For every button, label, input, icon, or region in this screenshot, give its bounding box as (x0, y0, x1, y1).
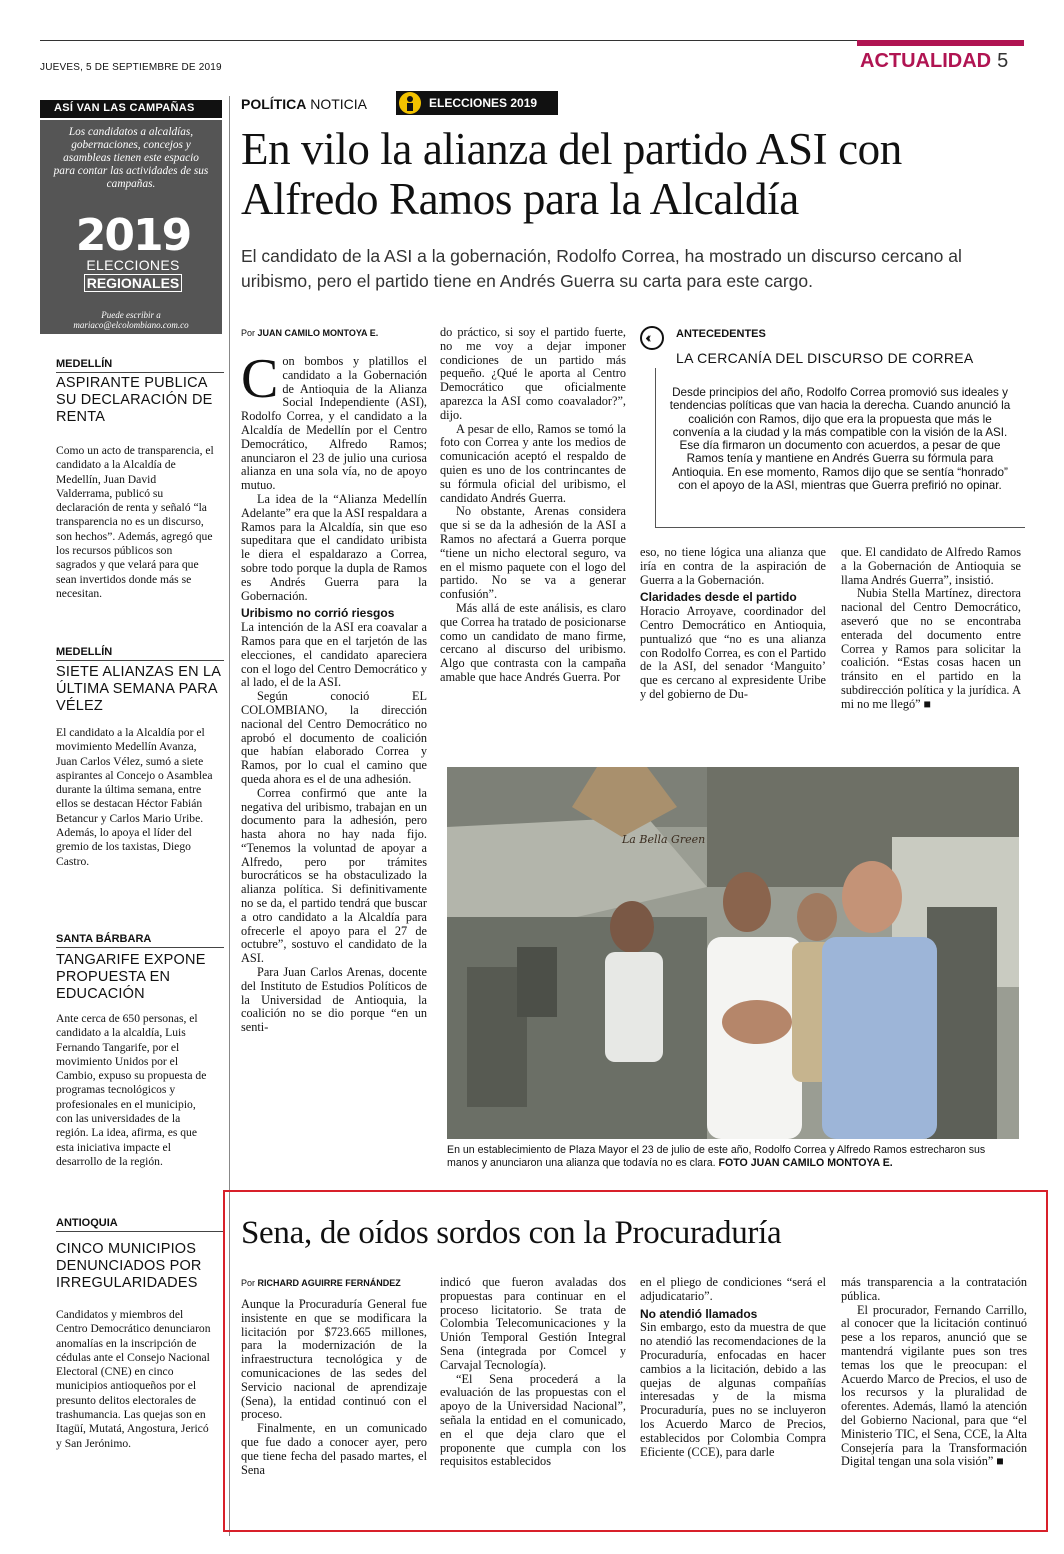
article2-headline: Sena, de oídos sordos con la Procuraduría (241, 1215, 782, 1251)
article2-column-1: Aunque la Procuraduría General fue insistente en que se modificara la licitación por $723.665 millones, para la modernización de la infraestructura tecnológica y de comunicaciones de las sedes del Servicio nacional de aprendizaje (Sena), la entidad continuó con el proceso. Finalmente, en un comunicado que fue dado a conocer ayer, pero que tiene fecha del pasado martes, el Sena (241, 1298, 427, 1477)
article-column-2: do práctico, si soy el partido fuerte, no me voy a dejar imponer condiciones de un partido más pequeño. ¿Qué le aporta al Centro Democrático que oficialmente aparezca la ASI como coavalador?”, dijo. A pesar de ello, Ramos se tomó la foto con Correa y ante los medios de comunicación aceptó el respaldo de quien es uno de los contrincantes de su fórmula oficial del uribismo, el candidato Andrés Guerra. No obstante, Arenas considera que si se da la adhesión de la ASI a Ramos no afectará a Guerra porque “tiene un nicho electoral seguro, va en el mismo paquete con el logo del partido. No se va a generar confusión”. Más allá de este análisis, es claro que Correa ha tratado de posicionarse como un candidato de mano firme, cercano al discurso del uribismo. Algo que contrasta con la campaña amable que hace Andrés Guerra. Por (440, 326, 626, 684)
logo-line1: ELECCIONES (86, 257, 180, 273)
dropcap: C (241, 355, 279, 410)
article-photo (447, 767, 1019, 1139)
section-title (860, 50, 1008, 73)
person-icon (399, 92, 421, 114)
byline-author: RICHARD AGUIRRE FERNÁNDEZ (257, 1278, 401, 1288)
photo-caption: En un establecimiento de Plaza Mayor el 23 de julio de este año, Rodolfo Correa y Alfredo Ramos estrecharon sus manos y anunciaron una alianza que todavía no es clara. FOTO JUAN CAMILO MONTOYA E. (447, 1144, 986, 1169)
subheading: No atendió llamados (640, 1306, 758, 1321)
sidebar-item-title: SIETE ALIANZAS EN LA ÚLTIMA SEMANA PARA VÉLEZ (56, 664, 221, 714)
kicker-section: POLÍTICA (241, 96, 307, 112)
page-number: 5 (997, 50, 1009, 72)
article-column-4: que. El candidato de Alfredo Ramos a la Gobernación de Antioquia se llama Andrés Guerra”, insistió. Nubia Stella Martínez, directora nacional del Centro Democrático, aseveró que no se encontraba enterada del documento entre Correa y Ramos para solicitar la coalición. “Estas cosas hacen un tránsito en el partido en la subdirección política y la jurídica. A mi no me llegó” ■ (841, 546, 1021, 711)
antecedentes-title: LA CERCANÍA DEL DISCURSO DE CORREA (676, 350, 974, 366)
sidebar-item-location: MEDELLÍN (56, 646, 113, 658)
sidebar-item-location: SANTA BÁRBARA (56, 933, 152, 945)
sidebar-intro: Los candidatos a alcaldías, gobernaciones, concejos y asambleas tienen este espacio para contar las actividades de sus campañas. (53, 126, 209, 190)
logo-year: 2019 (75, 210, 191, 261)
sidebar-item-title: ASPIRANTE PUBLICA SU DECLARACIÓN DE RENTA (56, 375, 213, 425)
article-byline: Por JUAN CAMILO MONTOYA E. (241, 328, 379, 338)
article-column-3: eso, no tiene lógica una alianza que iría en contra de la aspiración de Guerra a la Gobernación. Claridades desde el partido Horacio Arroyave, coordinador del Centro Democrático en Antioquia, puntualizó que “no es una alianza con Rodolfo Correa, es con el Partido de la ASI, del senador ‘Manguito’ que es cercano al expresidente Uribe y del gobierno de Du- (640, 546, 826, 701)
sidebar-item-rule (56, 372, 224, 373)
sidebar-heading: ASÍ VAN LAS CAMPAÑAS (40, 100, 222, 118)
sidebar-item-rule (56, 660, 224, 661)
tag-label: ELECCIONES 2019 (429, 96, 538, 110)
article2-column-4: más transparencia a la contratación pública. El procurador, Fernando Carrillo, al conocer que la licitación continuó pese a los reparos, anunció que se mantendrá vigilante pues son tres temas los que le preocupan: el Acuerdo Marco de Precios, el uso de los recursos y la pluralidad de oferentes. Además, llamó la atención del Gobierno Nacional, para que “el Ministerio TIC, el Sena, CCE, la Alta Consejería para la Transformación Digital tengan una sola visión” ■ (841, 1276, 1027, 1469)
sidebar-item-text: Candidatos y miembros del Centro Democrático denunciaron anomalías en la inscripción de cédulas ante el Consejo Nacional Electoral (CNE) en cinco municipios antioqueños por el presunto delitos electorales de trashumancia. Las quejas son en Itagüí, Mutatá, Angostura, Jericó y San Jerónimo. (56, 1308, 211, 1450)
logo-line2: REGIONALES (84, 274, 182, 292)
sidebar-item-location: MEDELLÍN (56, 358, 113, 370)
sidebar-item-title: CINCO MUNICIPIOS DENUNCIADOS POR IRREGULARIDADES (56, 1241, 202, 1291)
antecedentes-text: Desde principios del año, Rodolfo Correa promovió sus ideales y tendencias políticas que van hacia la derecha. Cuando anunció la coalición con Ramos, dijo que era la propuesta que más le convenía a la ciudad y la más compatible con la visión de la ASI. Ese día firmaron un documento con acuerdos, a pesar de que Ramos tenía y mantiene en Andrés Guerra su fórmula para Antioquia. En ese momento, Ramos dijo que se sentía “honrado” con el apoyo de la ASI, mientras que Guerra prefirió no opinar. (669, 386, 1011, 493)
elections-tag (396, 91, 558, 115)
photo-credit: FOTO JUAN CAMILO MONTOYA E. (718, 1157, 893, 1169)
chevrons-left-icon: ‹‹ (640, 326, 664, 350)
elecciones-logo (74, 210, 192, 300)
sidebar-item-text: Como un acto de transparencia, el candidato a la Alcaldía de Medellín, Juan David Valderrama, publicó su declaración de renta y señaló “la transparencia no es un discurso, son hechos”. Además, agregó que los recursos públicos son sagrados y que velará para que sean invertidos donde más se necesitan. (56, 444, 214, 600)
contact-line1: Puede escribir a (101, 310, 161, 320)
sidebar-item-text: Ante cerca de 650 personas, el candidato a la alcaldía, Luis Fernando Tangarife, por el movimiento Unidos por el Cambio, expuso su propuesta de programas tecnológicos y profesionales en el municipio, con las universidades de la región. La idea, afirma, es que esta iniciativa impacte el desarrollo de la región. (56, 1012, 207, 1168)
byline-author: JUAN CAMILO MONTOYA E. (257, 328, 379, 338)
section-accent-bar (857, 40, 1024, 46)
article-column-1: Con bombos y platillos el candidato a la Gobernación de Antioquia de la Alianza Social Independiente (ASI), Rodolfo Correa, y el candidato a la Alcaldía de Medellín por el Centro Democrático, Alfredo Ramos; anunciaron el 23 de julio una curiosa alianza en una sola vía, no de apoyo mutuo. La idea de la “Alianza Medellín Adelante” era que la ASI respaldara a Ramos para la Alcaldía, sin que eso supeditara que el candidato uribista le diera el espaldarazo a Correa, sobre todo porque la dupla de Ramos es Andrés Guerra para la Gobernación. Uribismo no corrió riesgos La intención de la ASI era coavalar a Ramos para que en el tarjetón de las elecciones, el candidato apareciera con el logo del Centro Democrático y al lado, el de la ASI. Según conoció EL COLOMBIANO, la dirección nacional del Centro Democrático no aprobó el documento de coalición que habían elaborado Correa y Ramos, por lo cual el camino que queda ahora es el de una adhesión. Correa confirmó que ante la negativa del uribismo, trabajan en un documento para la adhesión, pero hasta ahora no hay nada fijo. “Tenemos la voluntad de apoyar a Alfredo, pero por trámites burocráticos se ha obstaculizado la alianza política. Si definitivamente no se da, el partido tendrá que buscar a otro candidato a la Alcaldía para ofrecerle el apoyo para el 27 de octubre”, sostuvo el candidato de la ASI. Para Juan Carlos Arenas, docente del Instituto de Estudios Políticos de la Universidad de Antioquia, la coalición no se dio porque “en un senti- (241, 355, 427, 1035)
antecedentes-label: ANTECEDENTES (676, 328, 766, 340)
subheading: Uribismo no corrió riesgos (241, 606, 395, 621)
article-deck: El candidato de la ASI a la gobernación, Rodolfo Correa, ha mostrado un discurso cercano al uribismo, pero el partido tiene en Andrés Guerra su carta para este cargo. (241, 246, 962, 291)
article2-column-2: indicó que fueron avaladas dos propuestas para continuar en el proceso licitatorio. Se trata de Colombia Telecomunicaciones y la Unión Temporal Gestión Integral Sena (integrada por Comcel y Carvajal Tecnología). “El Sena procederá a la evaluación de las propuestas con el apoyo de la Universidad Nacional”, señala la entidad en el comunicado, en el que deja claro que el proponente que cumpla con los requisitos establecidos (440, 1276, 626, 1469)
article-kicker (241, 96, 367, 112)
handshake-photo (447, 767, 1019, 1139)
article2-column-3: en el pliego de condiciones “será el adjudicatario”. No atendió llamados Sin embargo, esto da muestra de que no atendió las recomendaciones de la Procuraduría, enfocadas en hacer cambios a la licitación, debido a las quejas de algunas compañías interesadas y de la misma Procuraduría, pues no se incluyeron los Acuerdo Marco de Precios, establecidos por Colombia Compra Eficiente (CCE), para darle (640, 1276, 826, 1459)
contact-email: mariaco@elcolombiano.com.co (73, 320, 189, 330)
kicker-type: NOTICIA (310, 96, 368, 112)
sidebar-item-rule (56, 1231, 224, 1232)
section-name: ACTUALIDAD (860, 50, 992, 72)
issue-date: JUEVES, 5 DE SEPTIEMBRE DE 2019 (40, 62, 222, 73)
article2-byline: Por RICHARD AGUIRRE FERNÁNDEZ (241, 1278, 401, 1288)
sidebar-contact (50, 310, 212, 330)
sidebar-item-title: TANGARIFE EXPONE PROPUESTA EN EDUCACIÓN (56, 952, 206, 1002)
sidebar-promo-box (40, 120, 222, 334)
sidebar-item-rule (56, 947, 224, 948)
photo-sign-text: La Bella Green (622, 833, 706, 846)
sidebar-item-text: El candidato a la Alcaldía por el movimiento Medellín Avanza, Juan Carlos Vélez, sumó a siete aspirantes al Concejo o Asamblea durante la última semana, entre ellos se destacan Héctor Fabián Betancur y Carlos Mario Uribe. Además, lo apoya el líder del gremio de los taxistas, Diego Castro. (56, 726, 213, 868)
sidebar-item-location: ANTIOQUIA (56, 1217, 118, 1229)
article-headline: En vilo la alianza del partido ASI con Alfredo Ramos para la Alcaldía (241, 124, 902, 224)
subheading: Claridades desde el partido (640, 590, 797, 605)
